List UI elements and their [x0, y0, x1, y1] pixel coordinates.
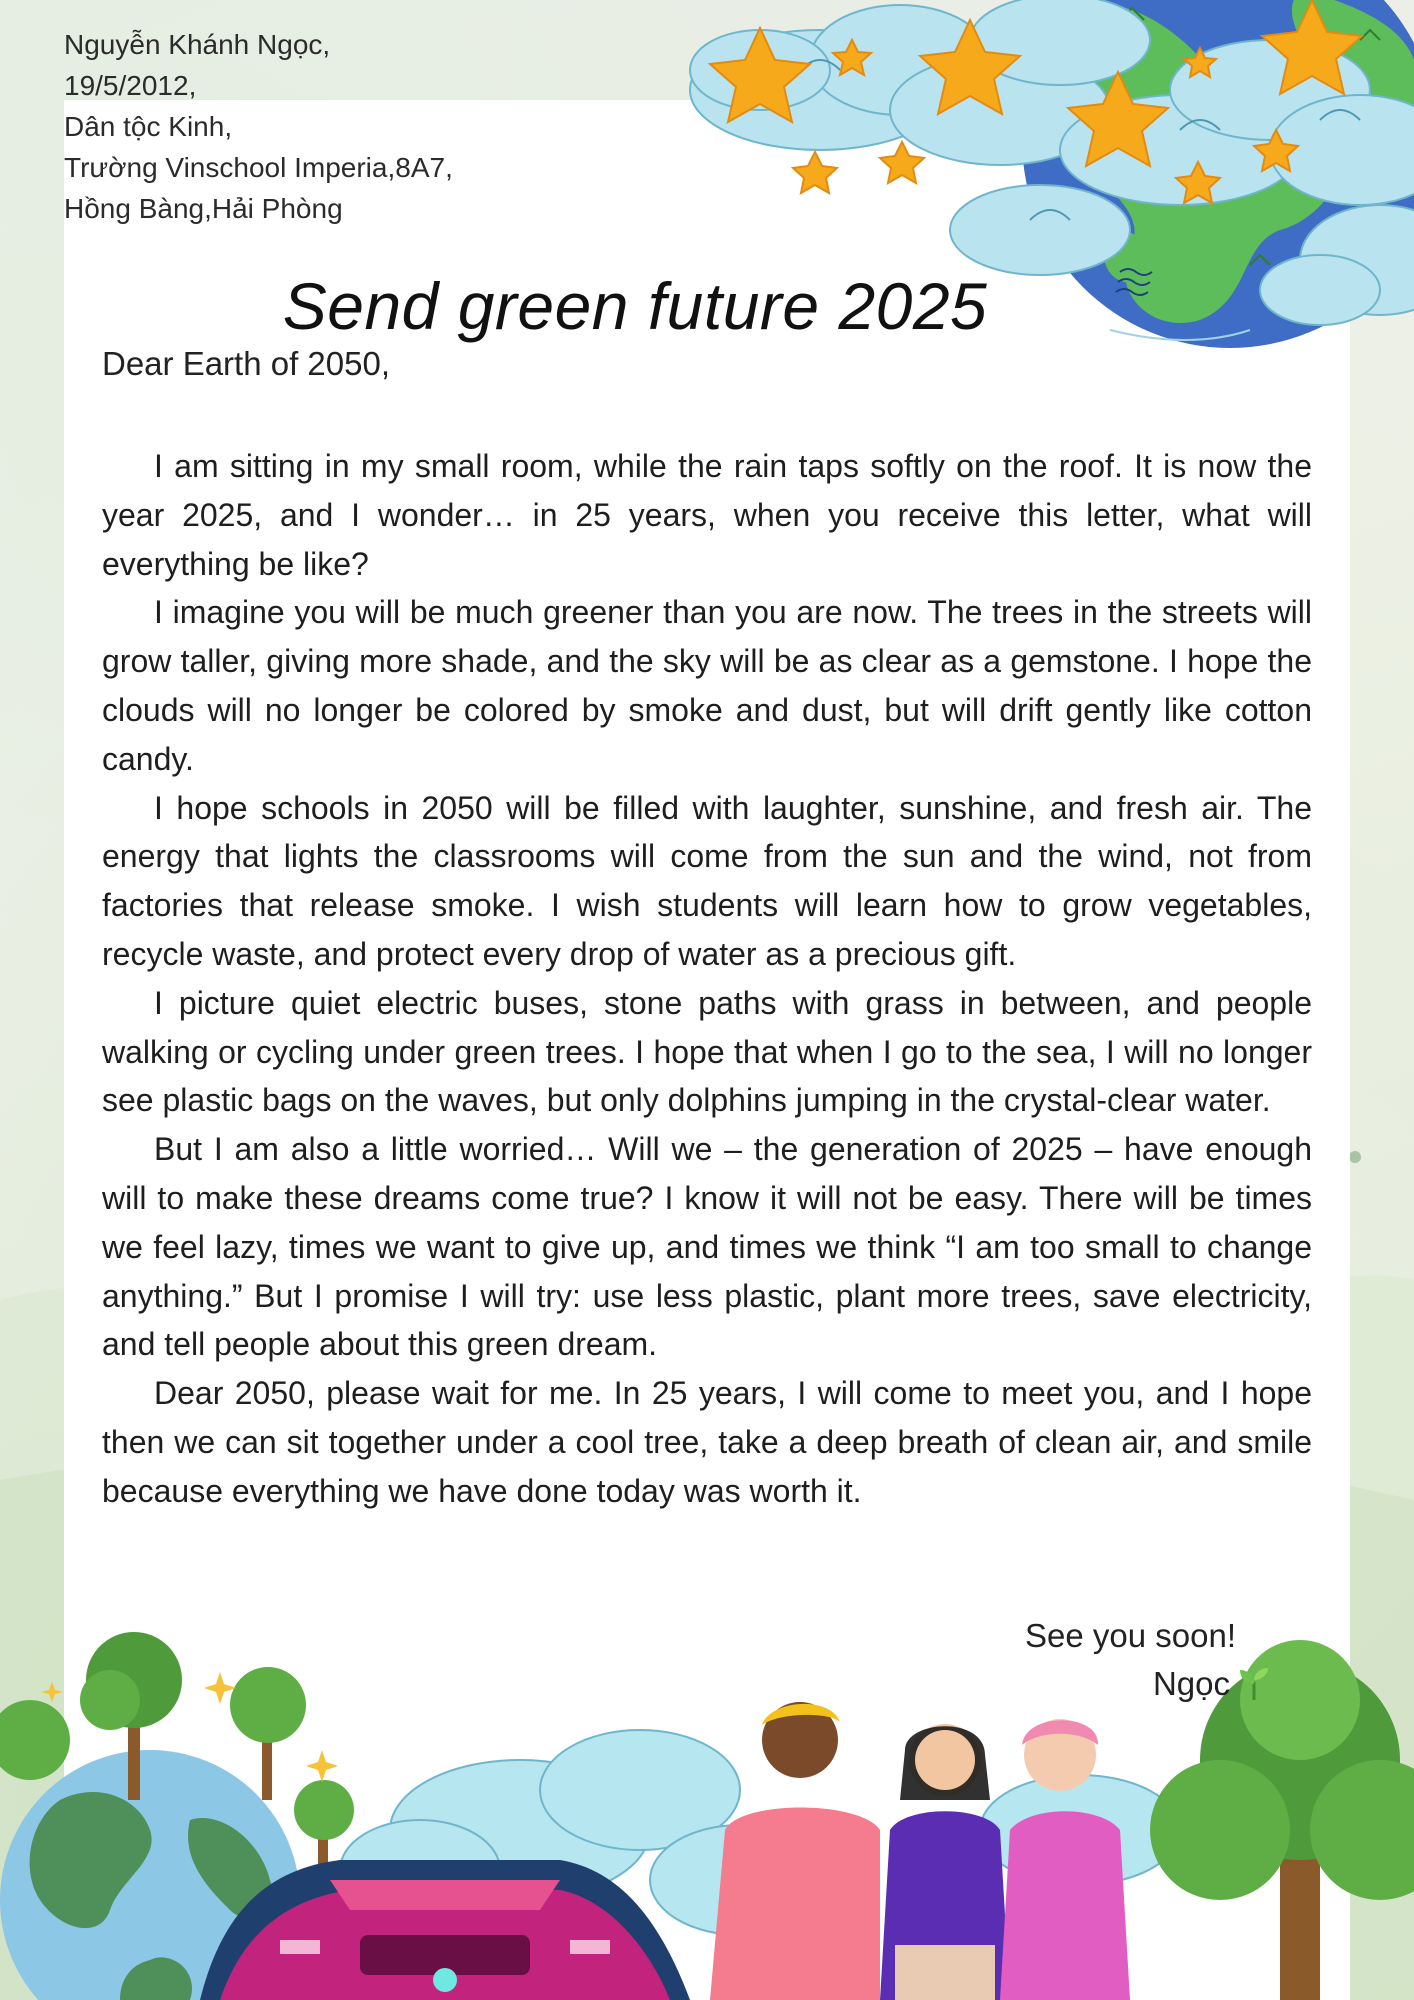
sender-dob: 19/5/2012, — [64, 70, 197, 101]
closing-line: See you soon! — [1025, 1617, 1236, 1654]
paragraph: But I am also a little worried… Will we – the generation of 2025 – have enough will to make these dreams come true? I know it will not be easy. There will be times we feel lazy, times we want to give up, and times we think “I am too small to change anything.” But I promise I will try: use less plastic, plant more trees, save electricity, and tell people about this green dream. — [102, 1131, 1312, 1363]
sender-name: Nguyễn Khánh Ngọc, — [64, 29, 331, 60]
letter-body — [102, 442, 1312, 1516]
paragraph: Dear 2050, please wait for me. In 25 years, I will come to meet you, and I hope then we can sit together under a cool tree, take a deep breath of clean air, and smile because everything we have done today was worth it. — [102, 1375, 1312, 1509]
sprout-icon — [1236, 1666, 1272, 1702]
paragraph: I am sitting in my small room, while the rain taps softly on the roof. It is now the year 2025, and I wonder… in 25 years, when you receive this letter, what will everything be like? — [102, 448, 1312, 582]
signature: Ngọc — [1152, 1665, 1230, 1702]
sender-school: Trường Vinschool Imperia,8A7, — [64, 152, 453, 183]
paragraph: I picture quiet electric buses, stone paths with grass in between, and people walking or cycling under green trees. I hope that when I go to the sea, I will no longer see plastic bags on the waves, but only dolphins jumping in the crystal-clear water. — [102, 984, 1312, 1119]
sender-district: Hồng Bàng,Hải Phòng — [64, 193, 343, 224]
closing-block — [1025, 1612, 1236, 1708]
sender-info — [64, 24, 453, 229]
sender-ethnicity: Dân tộc Kinh, — [64, 111, 233, 142]
signature-line — [1025, 1660, 1272, 1708]
paragraph: I hope schools in 2050 will be filled with laughter, sunshine, and fresh air. The energy that lights the classrooms will come from the sun and the wind, not from factories that release smoke. I wish students will learn how to grow vegetables, recycle waste, and protect every drop of water as a precious gift. — [102, 789, 1312, 972]
children-group-icon — [710, 1702, 1130, 2000]
salutation: Dear Earth of 2050, — [102, 345, 391, 382]
letter-title: Send green future 2025 — [282, 269, 988, 343]
paragraph: I imagine you will be much greener than you are now. The trees in the streets will grow taller, giving more shade, and the sky will be as clear as a gemstone. I hope the clouds will no longer be colored by smoke and dust, but will drift gently like cotton candy. — [102, 594, 1312, 777]
